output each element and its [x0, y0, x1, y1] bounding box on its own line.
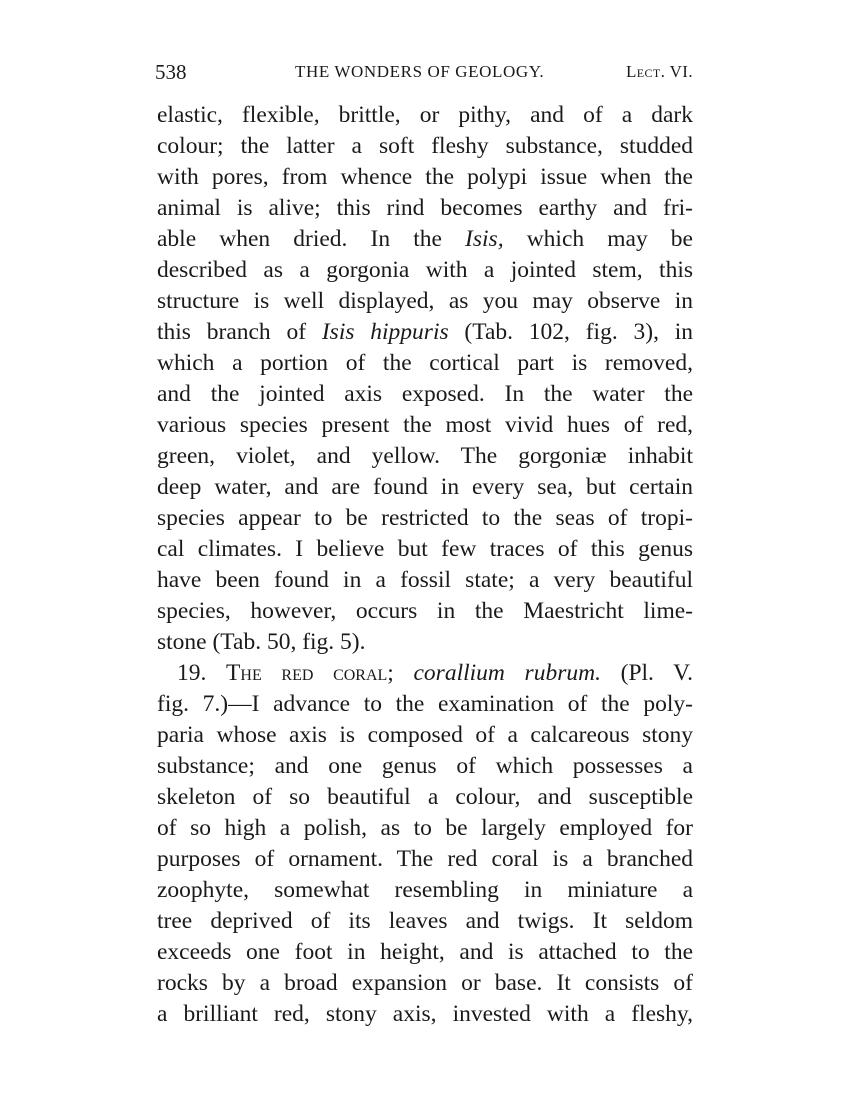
- text-line: green, violet, and yellow. The gorgoniæ inhabit: [157, 443, 693, 469]
- text-line: various species present the most vivid hues of red,: [157, 412, 693, 438]
- running-title: THE WONDERS OF GEOLOGY.: [295, 62, 545, 81]
- text-run: ;: [387, 660, 414, 686]
- species-name-corallium-rubrum: corallium rubrum.: [413, 660, 601, 686]
- text-line: which a portion of the cortical part is removed,: [157, 350, 693, 376]
- text-line: with pores, from whence the polypi issue when the: [157, 164, 693, 190]
- text-run: which may be: [503, 226, 693, 252]
- text-line: structure is well displayed, as you may observe in: [157, 288, 693, 314]
- text-line: species appear to be restricted to the seas of tropi-: [157, 505, 693, 531]
- text-line: tree deprived of its leaves and twigs. It seldom: [157, 908, 693, 934]
- text-run: (Tab. 102, fig. 3), in: [448, 319, 694, 345]
- text-run: this branch of: [157, 319, 322, 345]
- text-line: deep water, and are found in every sea, but certain: [157, 474, 693, 500]
- running-head: [155, 56, 695, 88]
- text-line: paria whose axis is composed of a calcareous stony: [157, 722, 693, 748]
- text-line: stone (Tab. 50, fig. 5).: [157, 629, 366, 655]
- paragraph-red-coral: [157, 658, 693, 1030]
- text-line: [157, 317, 693, 348]
- genus-name-isis: Isis,: [465, 226, 504, 252]
- text-line: elastic, flexible, brittle, or pithy, and of a dark: [157, 102, 693, 128]
- text-line: substance; and one genus of which possesses a: [157, 753, 693, 779]
- text-line: exceeds one foot in height, and is attached to the: [157, 939, 693, 965]
- text-line: colour; the latter a soft fleshy substance, studded: [157, 133, 693, 159]
- text-line: animal is alive; this rind becomes earthy and fri-: [157, 195, 693, 221]
- body-text: [157, 100, 693, 1030]
- text-line: of so high a polish, as to be largely employed for: [157, 815, 693, 841]
- lecture-number: Lect. VI.: [625, 62, 693, 81]
- text-line: cal climates. I believe but few traces of this genus: [157, 536, 693, 562]
- text-line: [157, 224, 693, 255]
- text-line: a brilliant red, stony axis, invested with a fleshy,: [157, 1001, 693, 1027]
- section-number: 19.: [177, 660, 227, 686]
- paragraph-continuation: [157, 100, 693, 658]
- text-line: [157, 658, 693, 689]
- text-line: fig. 7.)—I advance to the examination of the poly-: [157, 691, 693, 717]
- text-line: described as a gorgonia with a jointed stem, this: [157, 257, 693, 283]
- text-line: rocks by a broad expansion or base. It consists of: [157, 970, 693, 996]
- text-run: (Pl. V.: [600, 660, 693, 686]
- text-line: skeleton of so beautiful a colour, and susceptible: [157, 784, 693, 810]
- page-number: 538: [155, 60, 187, 84]
- text-run: able when dried. In the: [157, 226, 466, 252]
- species-name-isis-hippuris: Isis hippuris: [321, 319, 449, 345]
- text-line: have been found in a fossil state; a very beautiful: [157, 567, 693, 593]
- section-heading: The red coral: [226, 660, 388, 686]
- text-line: zoophyte, somewhat resembling in miniature a: [157, 877, 693, 903]
- text-line: species, however, occurs in the Maestricht lime-: [157, 598, 693, 624]
- text-line: and the jointed axis exposed. In the water the: [157, 381, 693, 407]
- text-line: purposes of ornament. The red coral is a branched: [157, 846, 693, 872]
